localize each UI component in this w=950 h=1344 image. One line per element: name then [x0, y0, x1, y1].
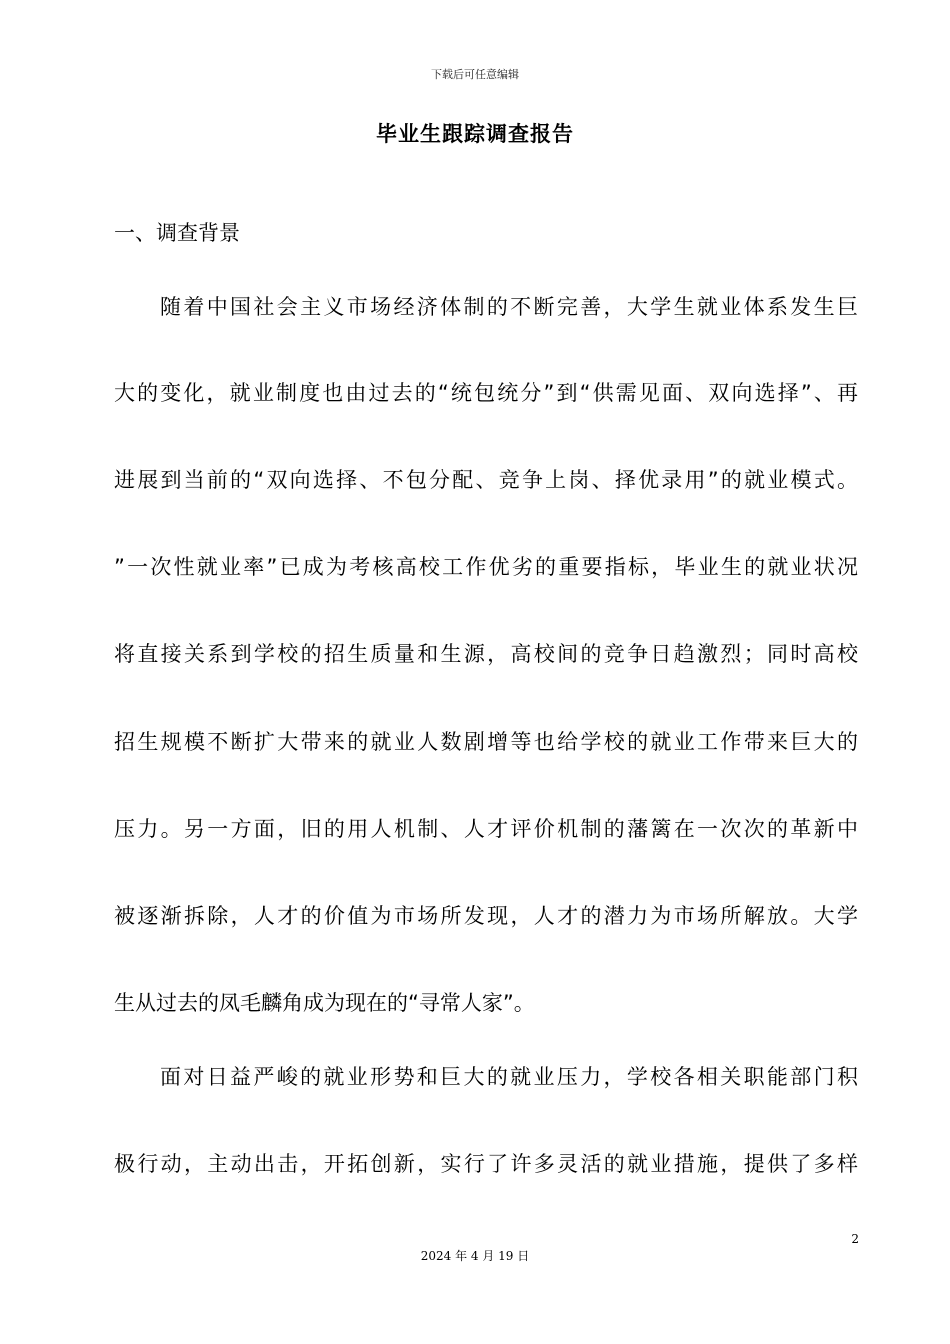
paragraph-line: 被逐渐拆除，人才的价值为市场所发现，人才的潜力为市场所解放。大学 [114, 904, 858, 928]
paragraph-line: 极行动，主动出击，开拓创新，实行了许多灵活的就业措施，提供了多样 [114, 1152, 858, 1176]
paragraph-line: 大的变化，就业制度也由过去的“统包统分”到“供需见面、双向选择”、再 [114, 381, 858, 405]
document-title: 毕业生跟踪调查报告 [376, 122, 574, 146]
paragraph-line: 压力。另一方面，旧的用人机制、人才评价机制的藩篱在一次次的革新中 [114, 817, 858, 841]
paragraph-line: 进展到当前的“双向选择、不包分配、竞争上岗、择优录用”的就业模式。 [114, 468, 858, 492]
paragraph-line: 随着中国社会主义市场经济体制的不断完善，大学生就业体系发生巨 [160, 295, 858, 319]
footer-date: 2024 年 4 月 19 日 [420, 1249, 530, 1263]
paragraph-line: ”一次性就业率”已成为考核高校工作优劣的重要指标，毕业生的就业状况 [114, 555, 858, 579]
page-number: 2 [851, 1232, 859, 1246]
paragraph-line: 招生规模不断扩大带来的就业人数剧增等也给学校的就业工作带来巨大的 [114, 730, 858, 754]
paragraph-line: 将直接关系到学校的招生质量和生源，高校间的竞争日趋激烈；同时高校 [114, 642, 858, 666]
paragraph-line: 面对日益严峻的就业形势和巨大的就业压力，学校各相关职能部门积 [160, 1065, 858, 1089]
header-note: 下载后可任意编辑 [431, 68, 519, 81]
section-heading: 一、调查背景 [114, 221, 240, 245]
paragraph-line: 生从过去的凤毛麟角成为现在的“寻常人家”。 [114, 991, 535, 1015]
